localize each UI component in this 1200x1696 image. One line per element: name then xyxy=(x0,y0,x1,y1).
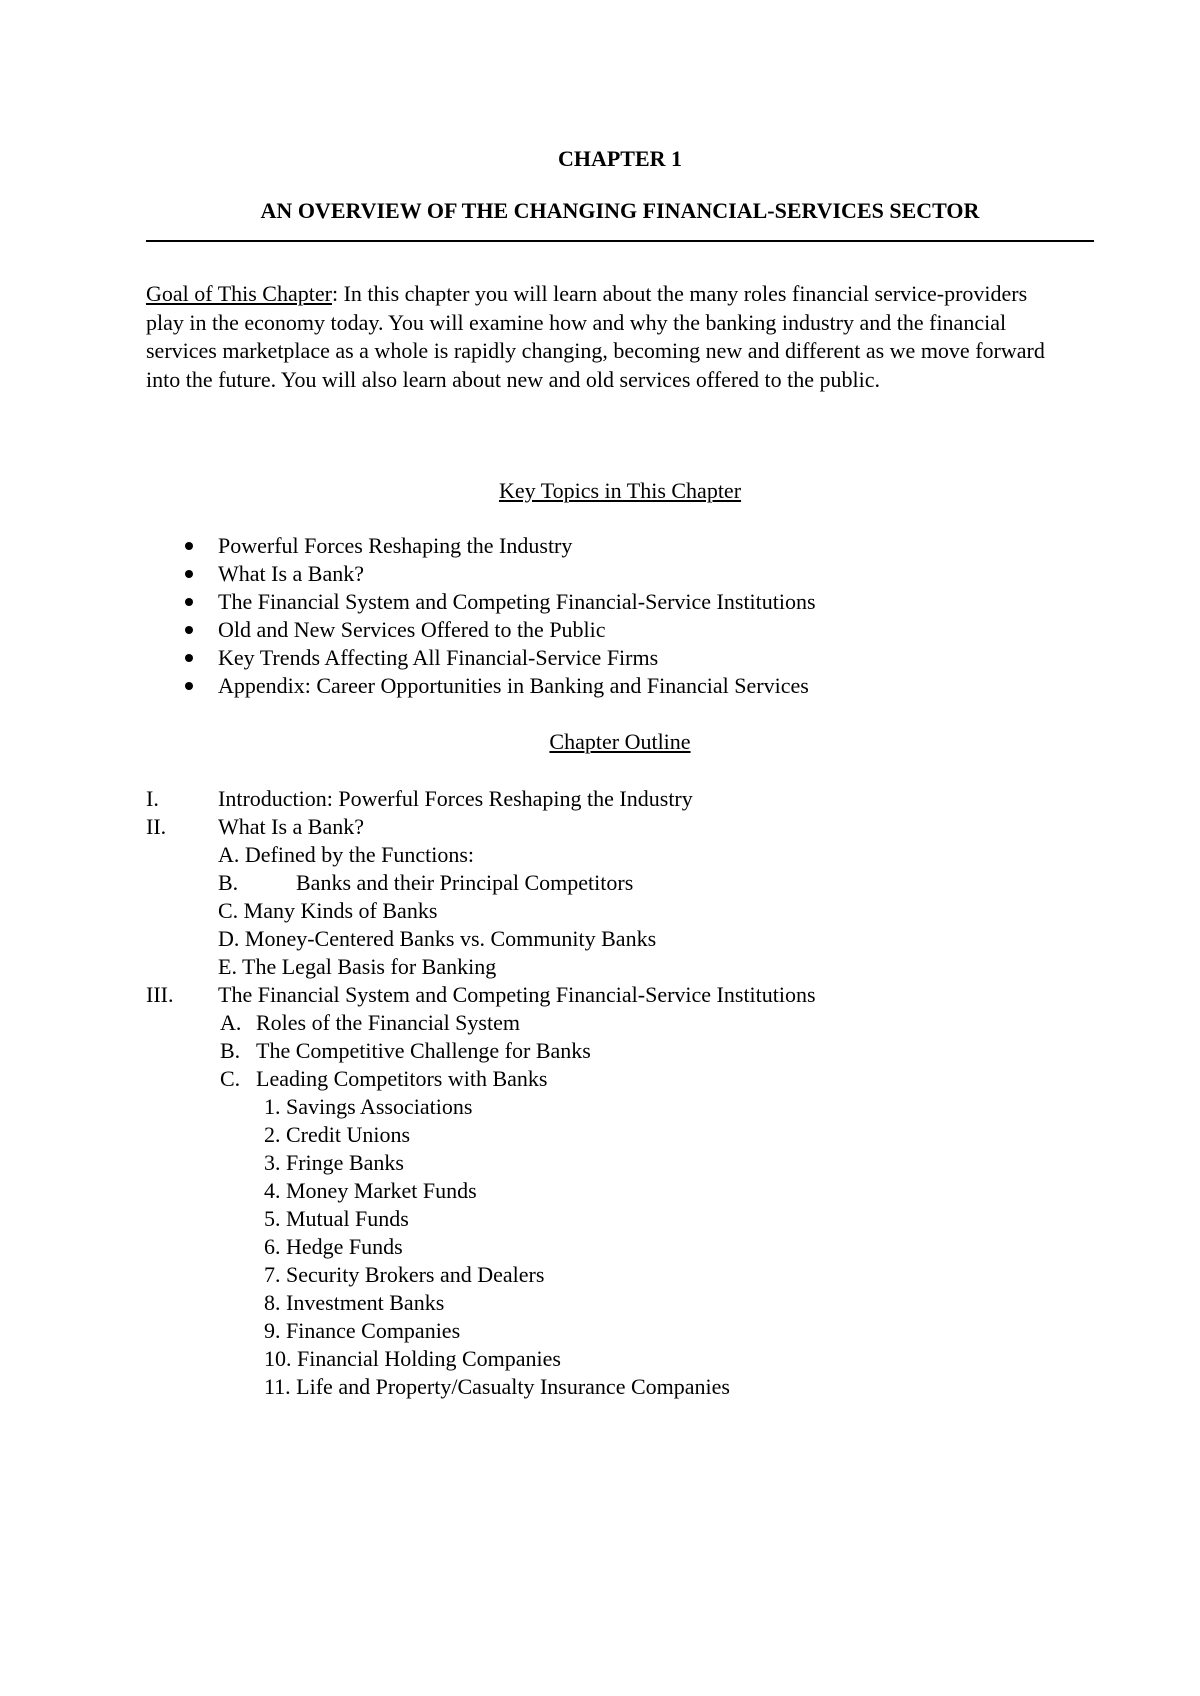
numbered-item-text: 11. Life and Property/Casualty Insurance Companies xyxy=(264,1374,730,1399)
outline-subitem xyxy=(146,869,1094,897)
subitem-text: C. Many Kinds of Banks xyxy=(218,898,438,923)
numbered-item-text: 6. Hedge Funds xyxy=(264,1234,403,1259)
numbered-item-text: 1. Savings Associations xyxy=(264,1094,473,1119)
topic-text: Old and New Services Offered to the Public xyxy=(218,617,606,642)
subitem-text: Roles of the Financial System xyxy=(256,1010,520,1035)
list-item xyxy=(146,532,1094,560)
list-item xyxy=(146,616,1094,644)
numbered-item-text: 5. Mutual Funds xyxy=(264,1206,409,1231)
bullet-icon xyxy=(185,570,193,578)
key-topics-heading: Key Topics in This Chapter xyxy=(498,478,742,503)
chapter-outline-heading: Chapter Outline xyxy=(549,729,691,754)
topic-text: What Is a Bank? xyxy=(218,561,364,586)
bullet-icon xyxy=(185,542,193,550)
outline-numbered-item xyxy=(146,1289,1094,1317)
numbered-item-text: 10. Financial Holding Companies xyxy=(264,1346,561,1371)
subitem-text: The Competitive Challenge for Banks xyxy=(256,1038,591,1063)
topic-text: Powerful Forces Reshaping the Industry xyxy=(218,533,573,558)
title-rule xyxy=(146,240,1094,242)
outline-section-2 xyxy=(146,813,1094,841)
outline-subitem xyxy=(146,1037,1094,1065)
outline-numbered-item xyxy=(146,1261,1094,1289)
outline-numbered-item xyxy=(146,1093,1094,1121)
chapter-outline xyxy=(146,785,1094,1401)
bullet-icon xyxy=(185,598,193,606)
bullet-icon xyxy=(185,654,193,662)
outline-section-3 xyxy=(146,981,1094,1009)
numbered-item-text: 2. Credit Unions xyxy=(264,1122,411,1147)
section-numeral: II. xyxy=(146,814,167,839)
bullet-icon xyxy=(185,626,193,634)
key-topics-list xyxy=(146,532,1094,700)
outline-numbered-item xyxy=(146,1345,1094,1373)
outline-subitem xyxy=(146,1065,1094,1093)
numbered-item-text: 9. Finance Companies xyxy=(264,1318,461,1343)
outline-subitem xyxy=(146,897,1094,925)
list-item xyxy=(146,644,1094,672)
goal-label: Goal of This Chapter xyxy=(146,281,332,306)
list-item xyxy=(146,672,1094,700)
section-title: What Is a Bank? xyxy=(218,814,364,839)
outline-numbered-item xyxy=(146,1149,1094,1177)
bullet-icon xyxy=(185,682,193,690)
topic-text: Key Trends Affecting All Financial-Service Firms xyxy=(218,645,659,670)
outline-subitem xyxy=(146,841,1094,869)
outline-numbered-item xyxy=(146,1177,1094,1205)
subitem-text: Leading Competitors with Banks xyxy=(256,1066,548,1091)
outline-subitem xyxy=(146,1009,1094,1037)
subitem-letter: B. xyxy=(218,870,239,895)
topic-text: Appendix: Career Opportunities in Banking and Financial Services xyxy=(218,673,809,698)
outline-numbered-item xyxy=(146,1233,1094,1261)
outline-subitem xyxy=(146,953,1094,981)
subitem-text: D. Money-Centered Banks vs. Community Banks xyxy=(218,926,657,951)
goal-paragraph xyxy=(146,280,1066,394)
subitem-text: A. Defined by the Functions: xyxy=(218,842,475,867)
section-numeral: III. xyxy=(146,982,174,1007)
numbered-item-text: 4. Money Market Funds xyxy=(264,1178,477,1203)
subitem-letter: B. xyxy=(220,1038,241,1063)
subitem-text: Banks and their Principal Competitors xyxy=(296,870,634,895)
list-item xyxy=(146,560,1094,588)
chapter-title: AN OVERVIEW OF THE CHANGING FINANCIAL-SERVICES SECTOR xyxy=(260,198,980,223)
outline-numbered-item xyxy=(146,1317,1094,1345)
numbered-item-text: 8. Investment Banks xyxy=(264,1290,445,1315)
outline-section-1 xyxy=(146,785,1094,813)
section-title: Introduction: Powerful Forces Reshaping the Industry xyxy=(218,786,693,811)
outline-subitem xyxy=(146,925,1094,953)
outline-numbered-item xyxy=(146,1373,1094,1401)
subitem-text: E. The Legal Basis for Banking xyxy=(218,954,497,979)
subitem-letter: C. xyxy=(220,1066,241,1091)
numbered-item-text: 7. Security Brokers and Dealers xyxy=(264,1262,545,1287)
topic-text: The Financial System and Competing Financial-Service Institutions xyxy=(218,589,816,614)
subitem-letter: A. xyxy=(220,1010,242,1035)
section-title: The Financial System and Competing Financial-Service Institutions xyxy=(218,982,816,1007)
list-item xyxy=(146,588,1094,616)
chapter-number: CHAPTER 1 xyxy=(557,146,683,171)
numbered-item-text: 3. Fringe Banks xyxy=(264,1150,404,1175)
outline-numbered-item xyxy=(146,1121,1094,1149)
outline-numbered-item xyxy=(146,1205,1094,1233)
goal-text: : In this chapter you will learn about the many roles financial service-providers play in the economy today. You will examine how and why the banking industry and the financial services marketplace as a whole is rapidly changing, becoming new and different as we move forward into the future. You will also learn about new and old services offered to the public. xyxy=(146,281,1045,392)
section-numeral: I. xyxy=(146,786,159,811)
